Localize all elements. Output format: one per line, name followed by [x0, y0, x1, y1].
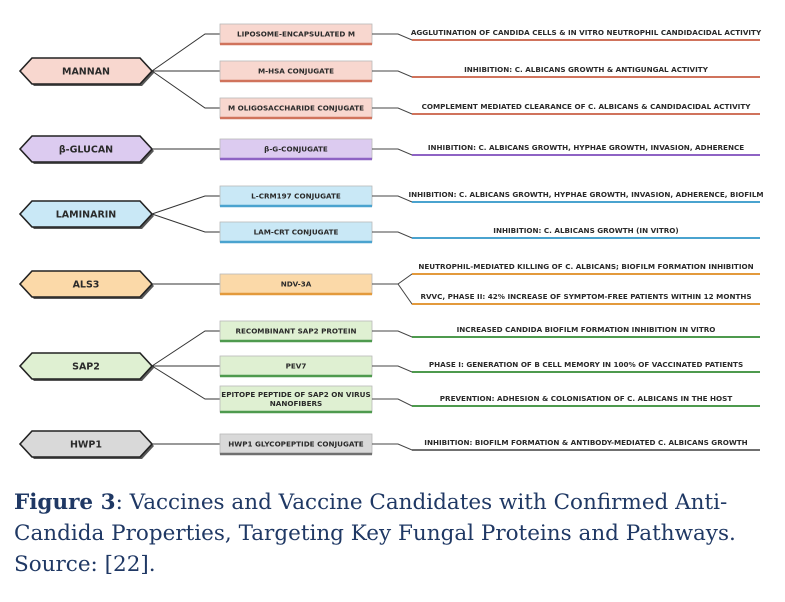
- effect-label: COMPLEMENT MEDIATED CLEARANCE OF C. ALBICANS & CANDIDACIDAL ACTIVITY: [421, 102, 751, 111]
- vaccine-label: NDV-3A: [280, 279, 312, 289]
- vaccine-label: LIPOSOME-ENCAPSULATED M: [236, 29, 356, 39]
- effect-connector-line: [372, 274, 760, 284]
- vaccine-label: RECOMBINANT SAP2 PROTEIN: [235, 326, 357, 336]
- caption-text: : Vaccines and Vaccine Candidates with Confirmed Anti-Candida Properties, Targeting Key Fungal Proteins and Pathways. Source: [22].: [14, 490, 736, 577]
- vaccine-label: L-CRM197 CONJUGATE: [251, 191, 341, 201]
- effect-label: INHIBITION: C. ALBICANS GROWTH (IN VITRO): [493, 226, 679, 235]
- vaccine-label: PEV7: [285, 361, 307, 371]
- antigen-label: SAP2: [72, 361, 100, 373]
- effect-label: INHIBITION: C. ALBICANS GROWTH, HYPHAE GROWTH, INVASION, ADHERENCE, BIOFILM: [408, 190, 764, 199]
- antigen-connector-line: [152, 214, 220, 232]
- antigen-label: LAMINARIN: [55, 209, 117, 221]
- antigen-label: HWP1: [69, 439, 103, 451]
- antigen-connector-line: [152, 34, 220, 71]
- vaccine-label: M-HSA CONJUGATE: [257, 66, 335, 76]
- antigen-group: [20, 186, 764, 242]
- effect-label: RVVC, PHASE II: 42% INCREASE OF SYMPTOM-FREE PATIENTS WITHIN 12 MONTHS: [420, 292, 752, 301]
- effect-label: INHIBITION: BIOFILM FORMATION & ANTIBODY-MEDIATED C. ALBICANS GROWTH: [424, 438, 748, 447]
- antigen-label: MANNAN: [61, 66, 111, 78]
- antigen-label: ALS3: [72, 279, 100, 291]
- effect-label: INHIBITION: C. ALBICANS GROWTH & ANTIGUNGAL ACTIVITY: [464, 65, 708, 74]
- antigen-group: [20, 24, 762, 118]
- antigen-connector-line: [152, 366, 220, 399]
- effect-label: PREVENTION: ADHESION & COLONISATION OF C. ALBICANS IN THE HOST: [439, 394, 733, 403]
- effect-label: PHASE I: GENERATION OF B CELL MEMORY IN 100% OF VACCINATED PATIENTS: [428, 360, 744, 369]
- antigen-connector-line: [152, 196, 220, 214]
- vaccine-label: NANOFIBERS: [269, 399, 323, 409]
- vaccine-label: HWP1 GLYCOPEPTIDE CONJUGATE: [228, 439, 364, 449]
- vaccine-label: LAM-CRT CONJUGATE: [253, 227, 339, 237]
- effect-label: AGGLUTINATION OF CANDIDA CELLS & IN VITRO NEUTROPHIL CANDIDACIDAL ACTIVITY: [410, 28, 762, 37]
- antigen-connector-line: [152, 71, 220, 108]
- effect-label: INHIBITION: C. ALBICANS GROWTH, HYPHAE GROWTH, INVASION, ADHERENCE: [427, 143, 745, 152]
- antigen-connector-line: [152, 331, 220, 366]
- antigen-label: β-GLUCAN: [58, 144, 114, 156]
- figure-caption: [14, 487, 774, 580]
- effect-label: NEUTROPHIL-MEDIATED KILLING OF C. ALBICANS; BIOFILM FORMATION INHIBITION: [418, 262, 754, 271]
- figure-label: Figure 3: [14, 490, 116, 515]
- antigen-group: [20, 431, 760, 459]
- antigen-group: [20, 321, 760, 412]
- antigen-group: [20, 262, 760, 304]
- antigen-group: [20, 136, 760, 164]
- vaccine-label: EPITOPE PEPTIDE OF SAP2 ON VIRUS: [221, 390, 371, 400]
- effect-label: INCREASED CANDIDA BIOFILM FORMATION INHIBITION IN VITRO: [456, 325, 716, 334]
- vaccine-label: β-G-CONJUGATE: [264, 144, 328, 154]
- vaccine-label: M OLIGOSACCHARIDE CONJUGATE: [227, 103, 365, 113]
